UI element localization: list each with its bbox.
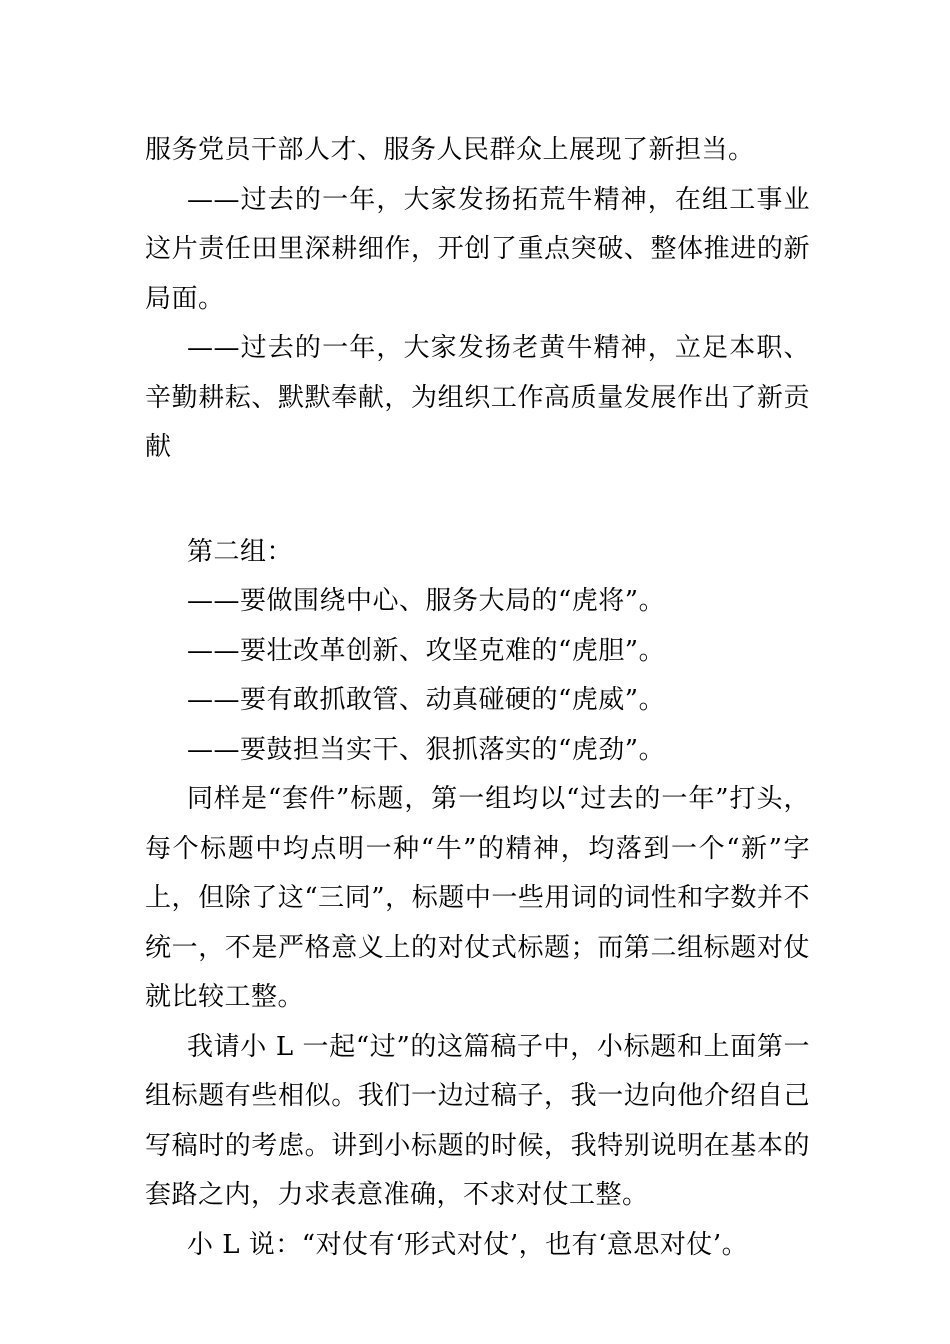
paragraph-first-group-item-2: ——过去的一年，大家发扬老黄牛精神，立足本职、辛勤耕耘、默默奉献，为组织工作高质量发展作出了新贡献: [145, 333, 810, 462]
section-heading-second-group: 第二组：: [187, 536, 294, 567]
paragraph-second-group-item-4: ——要鼓担当实干、狠抓落实的“虎劲”。: [187, 734, 666, 765]
document-body: [145, 126, 810, 1270]
paragraph-analysis: 同样是“套件”标题，第一组均以“过去的一年”打头，每个标题中均点明一种“牛”的精神，均落到一个“新”字上，但除了这“三同”，标题中一些用词的词性和字数并不统一，不是严格意义上的对仗式标题；而第二组标题对仗就比较工整。: [145, 784, 810, 1012]
paragraph-quote: 小 L 说：“对仗有‘形式对仗’，也有‘意思对仗’。: [187, 1229, 749, 1260]
paragraph-continuation: 服务党员干部人才、服务人民群众上展现了新担当。: [145, 135, 755, 165]
paragraph-second-group-item-2: ——要壮改革创新、攻坚克难的“虎胆”。: [187, 635, 666, 666]
paragraph-gap: [145, 473, 810, 528]
paragraph-second-group-item-1: ——要做围绕中心、服务大局的“虎将”。: [187, 586, 666, 616]
paragraph-second-group-item-3: ——要有敢抓敢管、动真碰硬的“虎威”。: [187, 685, 666, 715]
paragraph-first-group-item-1: ——过去的一年，大家发扬拓荒牛精神，在组工事业这片责任田里深耕细作，开创了重点突破、整体推进的新局面。: [145, 184, 810, 314]
paragraph-review: 我请小 L 一起“过”的这篇稿子中，小标题和上面第一组标题有些相似。我们一边过稿子，我一边向他介绍自己写稿时的考虑。讲到小标题的时候，我特别说明在基本的套路之内，力求表意准确，不求对仗工整。: [145, 1031, 810, 1210]
